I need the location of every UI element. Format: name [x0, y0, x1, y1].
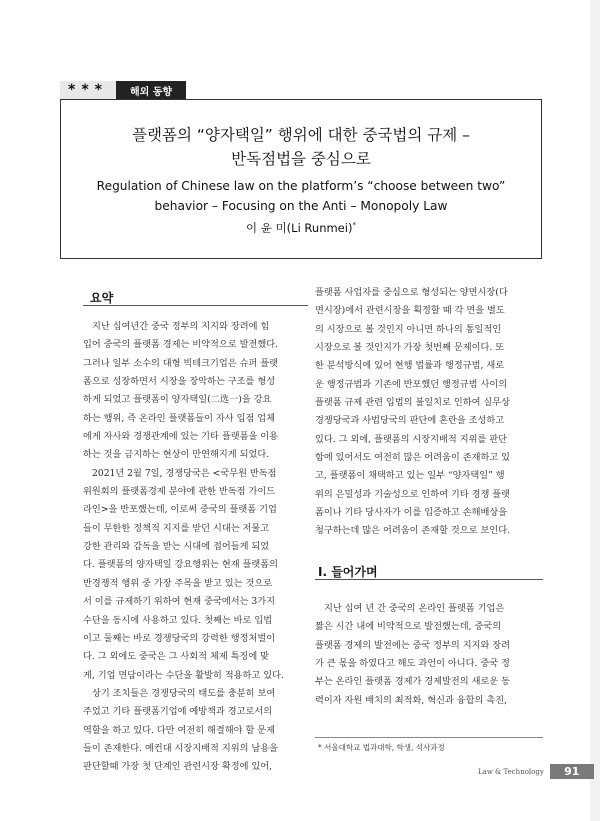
- abstract-text-line: 주었고 기타 플랫폼기업에 예방책과 경고로서의: [83, 706, 273, 718]
- introduction-text-line: 지난 십여 년 간 중국의 온라인 플랫폼 기업은: [324, 603, 505, 614]
- abstract-heading: 요약: [90, 291, 114, 305]
- abstract-text-line: 상기 조치들은 경쟁당국의 태도를 충분히 보여: [92, 687, 276, 699]
- abstract-text-line: 하는 행위, 즉 온라인 플랫폼들이 자사 입점 업체: [83, 412, 275, 424]
- abstract-text-line: 위원회의 플랫폼경제 분야에 관한 반독점 가이드: [83, 486, 276, 498]
- introduction-heading-rule: [315, 579, 543, 580]
- journal-name: Law & Technology: [478, 767, 544, 776]
- abstract-text-line: 반경쟁적 행위 중 가장 주목을 받고 있는 것으로: [83, 577, 273, 589]
- page-edge-band: [590, 0, 600, 821]
- abstract-text-line: 입어 중국의 플랫폼 경제는 비약적으로 발전했다.: [83, 339, 279, 351]
- author: [61, 220, 541, 236]
- author-footnote-mark: *: [352, 221, 356, 230]
- introduction-text-line: 짧은 시간 내에 비약적으로 발전했는데, 중국의: [315, 621, 502, 633]
- body-text-line: 있다. 그 외에, 플랫폼의 시장지배적 지위를 판단: [315, 433, 507, 445]
- body-text-line: 플랫폼 사업자를 중심으로 형성되는 양면시장(다: [315, 287, 508, 298]
- page-number: 91: [550, 764, 594, 779]
- page-footer: [478, 764, 594, 779]
- abstract-text-line: 그러나 일부 소수의 대형 빅테크기업은 슈퍼 플랫: [83, 357, 279, 369]
- abstract-text-line: 하게 되었고 플랫폼이 양자택일(二选一)을 강요: [83, 394, 272, 406]
- abstract-text-line: 지난 십여년간 중국 정부의 지지와 장려에 힘: [92, 321, 270, 332]
- body-text-line: 면시장)에서 관련시장을 획정할 때 각 면을 별도: [315, 305, 505, 317]
- abstract-text-line: 2021년 2월 7일, 경쟁당국은 <국무원 반독점: [92, 467, 277, 479]
- body-text-line: 청구하는데 많은 어려움이 존재할 것으로 보인다.: [315, 525, 511, 537]
- introduction-text-line: 력이자 자원 배치의 최적화, 혁신과 융합의 촉진,: [315, 694, 507, 706]
- author-name: 이 윤 미(Li Runmei): [246, 221, 353, 235]
- abstract-text-line: 역할을 하고 있다. 다만 여전히 해결해야 할 문제: [83, 724, 275, 736]
- abstract-text-line: 강한 관리와 감독을 받는 시대에 접어들게 되었: [83, 541, 270, 553]
- abstract-text-line: 라인>을 반포했는데, 이로써 중국의 플랫폼 기업: [83, 504, 277, 516]
- body-text-line: 플랫폼 규제 관련 입법의 불일치로 인하여 실무상: [315, 397, 511, 409]
- korean-title-line-1: 플랫폼의 “양자택일” 행위에 대한 중국법의 규제 –: [132, 126, 470, 144]
- abstract-heading-rule: [83, 305, 308, 306]
- section-label: 해외 동향: [116, 81, 186, 99]
- body-text-line: 의 시장으로 볼 것인지 아니면 하나의 통일적인: [315, 323, 502, 335]
- introduction-heading: I. 들어가며: [318, 565, 378, 579]
- abstract-text-line: 다. 플랫폼의 양자택일 강요행위는 현재 플랫폼의: [83, 559, 279, 571]
- footnote: * 서울대학교 법과대학, 학생, 석사과정: [318, 743, 445, 752]
- abstract-text-line: 다. 그 외에도 중국은 그 사회적 체제 특징에 맞: [83, 651, 270, 663]
- abstract-text-line: 이고 둘째는 바로 경쟁당국의 강력한 행정처벌이: [83, 632, 276, 644]
- abstract-text-line: 수단을 동시에 사용하고 있다. 첫째는 바로 입법: [83, 614, 273, 626]
- section-tag: [60, 81, 186, 99]
- abstract-text-line: 서 이를 규제하기 위하여 현재 중국에서는 3가지: [83, 596, 275, 608]
- abstract-column: [83, 318, 311, 777]
- abstract-text-line: 들이 존재한다. 예컨대 시장지배적 지위의 남용을: [83, 742, 279, 754]
- abstract-text-line: 에게 자사와 경쟁관계에 있는 기타 플랫폼을 이용: [83, 431, 279, 443]
- body-text-line: 한 분석방식에 있어 현행 법률과 행정규범, 새로: [315, 360, 505, 372]
- korean-title-line-2: 반독점법을 중심으로: [231, 150, 371, 168]
- abstract-text-line: 게, 기업 면담이라는 수단을 활발히 적용하고 있다.: [83, 669, 284, 681]
- body-text-line: 경쟁당국과 사법당국의 판단에 혼란을 조성하고: [315, 415, 505, 427]
- title-box: [60, 99, 542, 259]
- abstract-text-line: 폼으로 성장하면서 시장을 장악하는 구조를 형성: [83, 376, 276, 388]
- body-text-line: 운 행정규범과 기존에 반포했던 행정규범 사이의: [315, 378, 508, 390]
- body-text-line: 위의 은밀성과 기술성으로 인하여 기타 경쟁 플랫: [315, 488, 511, 500]
- right-column: [315, 284, 543, 541]
- abstract-text-line: 판단할때 가장 첫 단계인 관련시장 확정에 있어,: [83, 761, 273, 773]
- section-stars: ***: [60, 81, 116, 99]
- abstract-text-line: 하는 것을 금지하는 현상이 만연해지게 되었다.: [83, 449, 270, 461]
- body-text-line: 함에 있어서도 여전히 많은 어려움이 존재하고 있: [315, 452, 511, 464]
- body-text-line: 폼이나 기타 당사자가 이를 입증하고 손해배상을: [315, 507, 508, 519]
- introduction-text-line: 플랫폼 경제의 발전에는 중국 정부의 지지와 장려: [315, 639, 511, 651]
- introduction-text-line: 가 큰 몫을 하였다고 해도 과언이 아니다. 중국 정: [315, 658, 510, 670]
- body-text-line: 고, 플랫폼이 채택하고 있는 일부 “양자택일” 행: [315, 470, 505, 482]
- english-title-line-1: Regulation of Chinese law on the platform’s “choose between two”: [96, 179, 506, 193]
- introduction-text-line: 부는 온라인 플랫폼 경제가 경제발전의 새로운 동: [315, 676, 511, 688]
- introduction-column: [315, 600, 543, 710]
- english-title-line-2: behavior – Focusing on the Anti – Monopoly Law: [154, 199, 448, 213]
- body-text-line: 시장으로 볼 것인지가 가장 첫번째 문제이다. 또: [315, 342, 505, 354]
- abstract-text-line: 들이 무한한 정책적 지지를 받던 시대는 저물고: [83, 522, 270, 534]
- footnote-rule: [315, 737, 543, 738]
